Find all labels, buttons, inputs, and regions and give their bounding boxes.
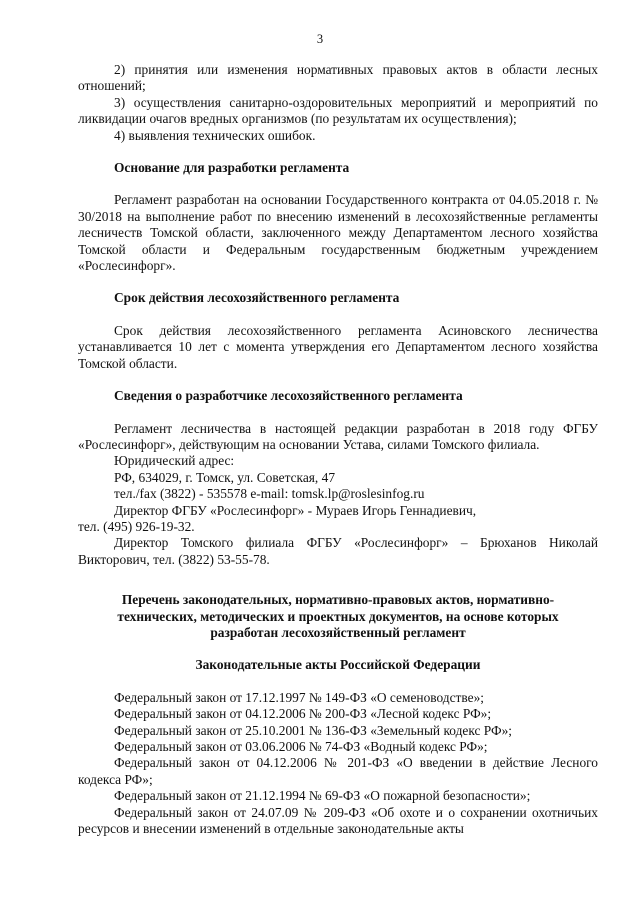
developer-heading: Сведения о разработчике лесохозяйственного регламента [114,388,463,404]
law-item: Федеральный закон от 04.12.2006 № 200-ФЗ «Лесной кодекс РФ»; [114,706,492,722]
branch-director: Директор Томского филиала ФГБУ «Рослесинфорг» – Брюханов Николай Викторович, тел. (3822) 53-55-78. [78,535,598,567]
list-item: 3) осуществления санитарно-оздоровительных мероприятий и мероприятий по ликвидации очагов вредных организмов (по результатам их осуществления); [78,94,598,127]
validity-heading: Срок действия лесохозяйственного регламента [114,290,400,306]
documents-list-heading-line: разработан лесохозяйственный регламент [210,624,466,640]
list-item: 2) принятия или изменения нормативных правовых актов в области лесных отношений; [78,62,598,94]
law-item: Федеральный закон от 21.12.1994 № 69-ФЗ «О пожарной безопасности»; [114,788,531,804]
list-item: 4) выявления технических ошибок. [114,127,316,143]
laws-heading: Законодательные акты Российской Федерации [195,657,481,673]
contacts: тел./fax (3822) - 535578 e-mail: tomsk.lp@roslesinfog.ru [114,486,425,502]
law-item: Федеральный закон от 25.10.2001 № 136-ФЗ «Земельный кодекс РФ»; [114,722,513,738]
documents-list-heading-line: Перечень законодательных, нормативно-правовых актов, нормативно- [121,592,555,608]
validity-paragraph: Срок действия лесохозяйственного регламента Асиновского лесничества устанавливается 10 лет с момента утверждения его Департаментом лесного хозяйства Томской области. [78,322,598,371]
basis-paragraph: Регламент разработан на основании Государственного контракта от 04.05.2018 г. № 30/2018 на выполнение работ по внесению изменений в лесохозяйственные регламенты лесничеств Томской области, заключенного между Департаментом лесного хозяйства Томской области и Федеральным государственным бюджетным учреждением «Рослесинфорг». [78,192,598,274]
address-label: Юридический адрес: [114,453,235,469]
basis-heading: Основание для разработки регламента [114,160,350,176]
page-number: 3 [316,32,324,46]
law-item: Федеральный закон от 24.07.09 № 209-ФЗ «Об охоте и о сохранении охотничьих ресурсов и внесении изменений в отдельные законодательные акты [78,804,598,837]
documents-list-heading [78,592,598,641]
address: РФ, 634029, г. Томск, ул. Советская, 47 [114,469,336,485]
law-item: Федеральный закон от 03.06.2006 № 74-ФЗ «Водный кодекс РФ»; [114,739,488,754]
documents-list-heading-line: технических, методических и проектных документов, на основе которых [117,608,559,624]
developer-paragraph: Регламент лесничества в настоящей редакции разработан в 2018 году ФГБУ «Рослесинфорг», действующим на основании Устава, силами Томского филиала. [78,420,598,452]
law-item: Федеральный закон от 17.12.1997 № 149-ФЗ «О семеноводстве»; [114,689,485,705]
director-phone: тел. (495) 926-19-32. [78,518,195,534]
law-item: Федеральный закон от 04.12.2006 № 201-ФЗ «О введении в действие Лесного кодекса РФ»; [78,755,598,787]
director-line: Директор ФГБУ «Рослесинфорг» - Мураев Игорь Геннадиевич, [114,502,477,518]
document-body [78,62,598,837]
